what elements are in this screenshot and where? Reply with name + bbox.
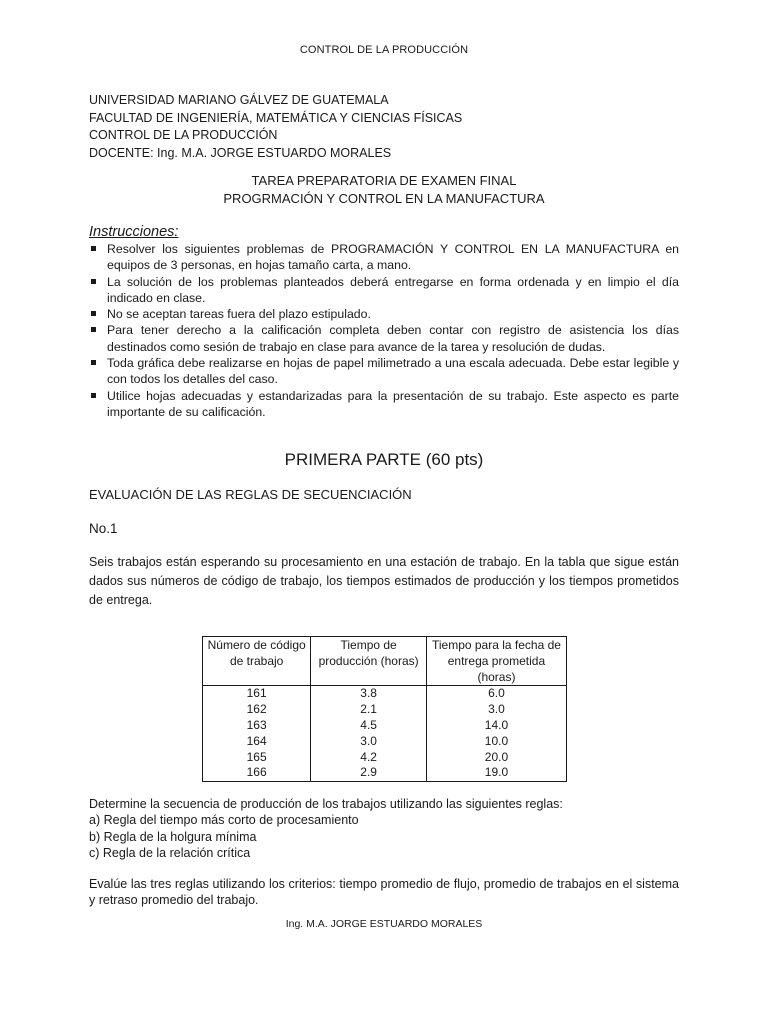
bullet-square-icon	[91, 279, 96, 284]
title-line-1: TAREA PREPARATORIA DE EXAMEN FINAL	[251, 173, 517, 188]
job-code-cell: 163	[203, 718, 311, 734]
part-heading: PRIMERA PARTE (60 pts)	[284, 450, 484, 469]
bullet-square-icon	[91, 311, 96, 316]
production-time-cell: 2.1	[311, 702, 427, 718]
due-time-cell: 19.0	[426, 765, 566, 781]
production-time-cell: 4.2	[311, 750, 427, 766]
rule-item: b) Regla de la holgura mínima	[89, 829, 257, 844]
assignment-title	[0, 172, 768, 208]
production-time-cell: 3.0	[311, 734, 427, 750]
section-heading: EVALUACIÓN DE LAS REGLAS DE SECUENCIACIÓN	[89, 487, 412, 502]
production-time-cell: 2.9	[311, 765, 427, 781]
table-row	[203, 702, 567, 718]
instruction-item: Para tener derecho a la calificación completa deben contar con registro de asistencia los días destinados como sesión de trabajo en clase para avance de la tarea y resolución de dudas.	[89, 322, 679, 355]
due-time-cell: 14.0	[426, 718, 566, 734]
instruction-item: Utilice hojas adecuadas y estandarizadas para la presentación de su trabajo. Este aspecto es parte importante de su calificación.	[89, 388, 679, 421]
column-header-production-time: Tiempo de producción (horas)	[311, 637, 427, 686]
problem-statement: Seis trabajos están esperando su procesamiento en una estación de trabajo. En la tabla que sigue están dados sus números de código de trabajo, los tiempos estimados de producción y los tiempos prometidos de entrega.	[89, 555, 679, 607]
rules-block	[89, 796, 689, 862]
rules-intro: Determine la secuencia de producción de los trabajos utilizando las siguientes reglas:	[89, 797, 563, 811]
course-name: CONTROL DE LA PRODUCCIÓN	[89, 128, 278, 142]
table-header-row	[203, 637, 567, 686]
faculty-name: FACULTAD DE INGENIERÍA, MATEMÁTICA Y CIENCIAS FÍSICAS	[89, 110, 463, 125]
bullet-square-icon	[91, 393, 96, 398]
rule-item: a) Regla del tiempo más corto de procesamiento	[89, 813, 359, 828]
instruction-item: No se aceptan tareas fuera del plazo estipulado.	[89, 306, 679, 322]
table-row	[203, 734, 567, 750]
table-row	[203, 686, 567, 702]
due-time-cell: 3.0	[426, 702, 566, 718]
due-time-cell: 10.0	[426, 734, 566, 750]
production-time-cell: 4.5	[311, 718, 427, 734]
job-code-cell: 161	[203, 686, 311, 702]
production-time-cell: 3.8	[311, 686, 427, 702]
jobs-table	[202, 636, 567, 782]
due-time-cell: 20.0	[426, 750, 566, 766]
job-code-cell: 164	[203, 734, 311, 750]
column-header-due-time: Tiempo para la fecha de entrega prometida (horas)	[426, 637, 566, 686]
instruction-item: La solución de los problemas planteados deberá entregarse en forma ordenada y en limpio el día indicado en clase.	[89, 274, 679, 307]
evaluation-criteria: Evalúe las tres reglas utilizando los criterios: tiempo promedio de flujo, promedio de trabajos en el sistema y retraso promedio del trabajo.	[89, 877, 679, 908]
job-code-cell: 165	[203, 750, 311, 766]
page-footer: Ing. M.A. JORGE ESTUARDO MORALES	[285, 918, 483, 930]
bullet-square-icon	[91, 360, 96, 365]
institution-block	[89, 92, 462, 162]
table-row	[203, 765, 567, 781]
rule-item: c) Regla de la relación crítica	[89, 846, 251, 861]
instructions-heading: Instrucciones:	[89, 224, 179, 240]
job-code-cell: 166	[203, 765, 311, 781]
bullet-square-icon	[91, 246, 96, 251]
instruction-item: Resolver los siguientes problemas de PROGRAMACIÓN Y CONTROL EN LA MANUFACTURA en equipos de 3 personas, en hojas tamaño carta, a mano.	[89, 241, 679, 274]
table-row	[203, 750, 567, 766]
due-time-cell: 6.0	[426, 686, 566, 702]
instructions-list	[89, 241, 679, 420]
instruction-item: Toda gráfica debe realizarse en hojas de papel milimetrado a una escala adecuada. Debe estar legible y con todos los detalles del caso.	[89, 355, 679, 388]
column-header-job-code: Número de código de trabajo	[203, 637, 311, 686]
university-name: UNIVERSIDAD MARIANO GÁLVEZ DE GUATEMALA	[89, 93, 389, 107]
job-code-cell: 162	[203, 702, 311, 718]
bullet-square-icon	[91, 327, 96, 332]
table-row	[203, 718, 567, 734]
problem-number: No.1	[89, 521, 118, 536]
title-line-2: PROGRMACIÓN Y CONTROL EN LA MANUFACTURA	[223, 191, 545, 206]
instructor-name: DOCENTE: Ing. M.A. JORGE ESTUARDO MORALES	[89, 145, 392, 160]
running-header: CONTROL DE LA PRODUCCIÓN	[299, 44, 469, 56]
